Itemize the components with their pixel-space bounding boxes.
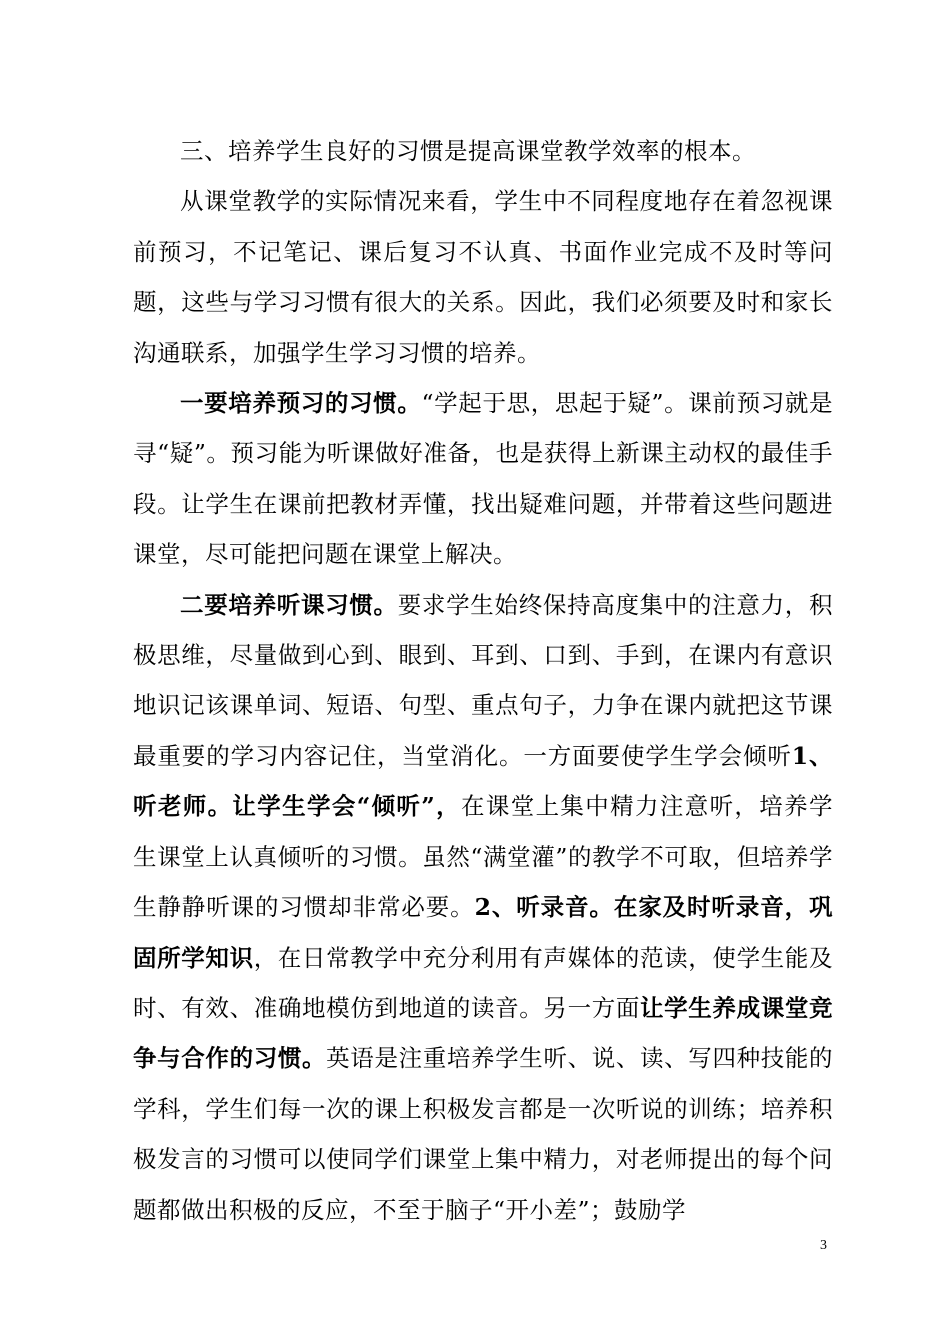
body-text (133, 126, 833, 1235)
bold-run: 1、听老师。让学生学会“倾听”， (133, 741, 833, 821)
text-run: ，在日常教学中充分利用有声媒体的范读，使学生能及时、有效、准确地模仿到地道的读音。另一方面 (133, 943, 834, 1022)
paragraph (133, 176, 833, 378)
text-run: 英语是注重培养学生听、说、读、写四种技能的学科，学生们每一次的课上积极发言都是一次听说的训练；培养积极发言的习惯可以使同学们课堂上集中精力，对老师提出的每个问题都做出积极的反应，不至于脑子“开小差”；鼓励学 (133, 1044, 834, 1224)
paragraph (133, 378, 833, 580)
text-run: 三、培养学生良好的习惯是提高课堂教学效率的根本。 (180, 137, 756, 165)
text-run: 在课堂上集中精力注意听，培养学生课堂上认真倾听的习惯。虽然“满堂灌”的教学不可取，但培养学生静静听课的习惯却非常必要。 (133, 792, 833, 922)
paragraph (133, 580, 833, 1235)
bold-run: 二要培养听课习惯。 (180, 590, 398, 619)
paragraph-heading (133, 126, 833, 176)
text-run: 从课堂教学的实际情况来看，学生中不同程度地存在着忽视课前预习，不记笔记、课后复习不认真、书面作业完成不及时等问题，这些与学习习惯有很大的关系。因此，我们必须要及时和家长沟通联系，加强学生学习习惯的培养。 (133, 187, 833, 367)
bold-run: 一要培养预习的习惯。 (180, 389, 422, 418)
text-run: 要求学生始终保持高度集中的注意力，积极思维，尽量做到心到、眼到、耳到、口到、手到，在课内有意识地识记该课单词、短语、句型、重点句子，力争在课内就把这节课最重要的学习内容记住，当堂消化。一方面要使学生学会倾听 (133, 590, 834, 770)
bold-run: 2、听录音。在家及时听录音，巩固所学知识 (133, 893, 833, 972)
bold-run: 让学生养成课堂竞争与合作的习惯。 (133, 993, 833, 1073)
page-number: 3 (820, 1238, 827, 1253)
text-run: “学起于思，思起于疑”。课前预习就是寻“疑”。预习能为听课做好准备，也是获得上新课主动权的最佳手段。让学生在课前把教材弄懂，找出疑难问题，并带着这些问题进课堂，尽可能把问题在课堂上解决。 (133, 389, 834, 569)
